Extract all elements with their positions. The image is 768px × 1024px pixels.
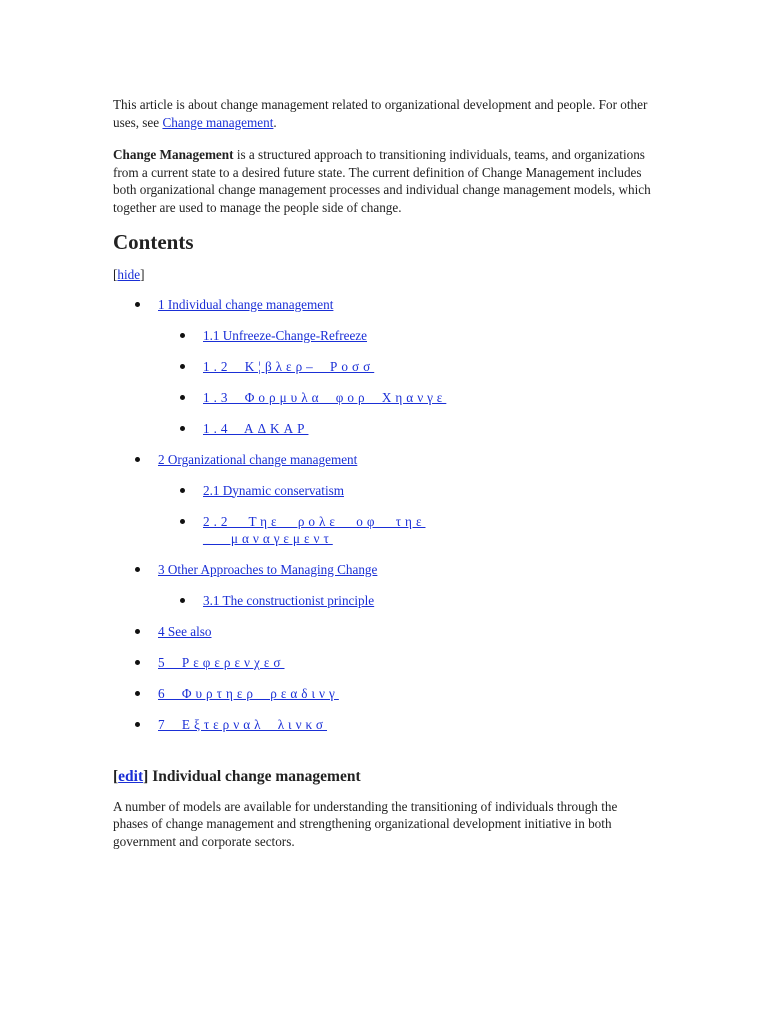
contents-heading: Contents [113,229,194,254]
toc-sublist-3 [158,592,653,609]
change-management-link[interactable]: Change management [162,114,274,130]
toc-link-individual-change-management[interactable]: 1 Individual change management [158,296,334,312]
toc-item-1-1 [158,327,653,344]
hatnote [113,96,653,131]
toc-link-unfreeze-change-refreeze[interactable]: 1.1 Unfreeze-Change-Refreeze [203,327,368,343]
edit-link[interactable]: edit [118,767,144,785]
toc-item-1 [113,296,653,437]
toc-link-see-also[interactable]: 4 See also [158,623,212,639]
toc-link-2-2[interactable]: 2.2 Τηε ρολε οφ τηε _ μαναγεμεντ [203,513,426,546]
toc-link-1-4[interactable]: 1.4 ΑΔΚΑΡ [203,420,309,436]
hatnote-period: . [273,114,277,130]
toc-item-2-2 [158,513,653,547]
toc-link-other-approaches[interactable]: 3 Other Approaches to Managing Change [158,561,378,577]
article-body [113,96,653,850]
section-body-paragraph: A number of models are available for understanding the transitioning of individuals through the phases of change management and strengthening organizational development initiative in both government and corporate sectors. [113,798,618,849]
definition-term: Change Management [113,147,234,163]
toc-item-6 [113,685,653,702]
section-title: Individual change management [148,767,361,785]
toc-toggle-open-bracket: [ [113,266,118,282]
toc-link-6[interactable]: 6 Φυρτηερ ρεαδινγ [158,685,339,701]
toc-toggle-close-bracket: ] [140,266,145,282]
toc-link-1-2[interactable]: 1.2 Κ¦βλερ– Ροσσ [203,358,375,374]
toc-sublist-2 [158,482,653,547]
toc-item-1-2 [158,358,653,375]
toc-item-7 [113,716,653,733]
edit-close-bracket: ] [143,767,149,785]
toc-link-7[interactable]: 7 Εξτερναλ λινκσ [158,716,328,732]
toc-item-4 [113,623,653,640]
toc-item-5 [113,654,653,671]
toc-link-5[interactable]: 5 Ρεφερενχεσ [158,654,285,670]
toc-link-constructionist-principle[interactable]: 3.1 The constructionist principle [203,592,375,608]
toc-link-1-3[interactable]: 1.3 Φορμυλα φορ Χηανγε [203,389,447,405]
toc-item-1-4 [158,420,653,437]
toc-item-3 [113,561,653,609]
toc-item-2 [113,451,653,547]
toc-item-1-3 [158,389,653,406]
edit-open-bracket: [ [113,767,119,785]
definition-paragraph [113,146,653,216]
definition-text: is a structured approach to transitioning individuals, teams, and organizations from a current state to a desired future state. The current definition of Change Management includes both organizational change management processes and individual change management models, which together are used to manage the people side of change. [113,147,651,215]
toc-link-dynamic-conservatism[interactable]: 2.1 Dynamic conservatism [203,482,344,498]
hatnote-text: This article is about change management related to organizational development and people. For other uses, see [113,97,648,130]
table-of-contents [113,296,653,733]
toc-toggle [113,266,653,283]
toc-link-organizational-change-management[interactable]: 2 Organizational change management [158,451,358,467]
toc-item-2-1 [158,482,653,499]
section-heading-individual-change-management [113,767,653,787]
toc-sublist-1 [158,327,653,437]
toc-item-3-1 [158,592,653,609]
toc-hide-link[interactable]: hide [117,266,141,282]
